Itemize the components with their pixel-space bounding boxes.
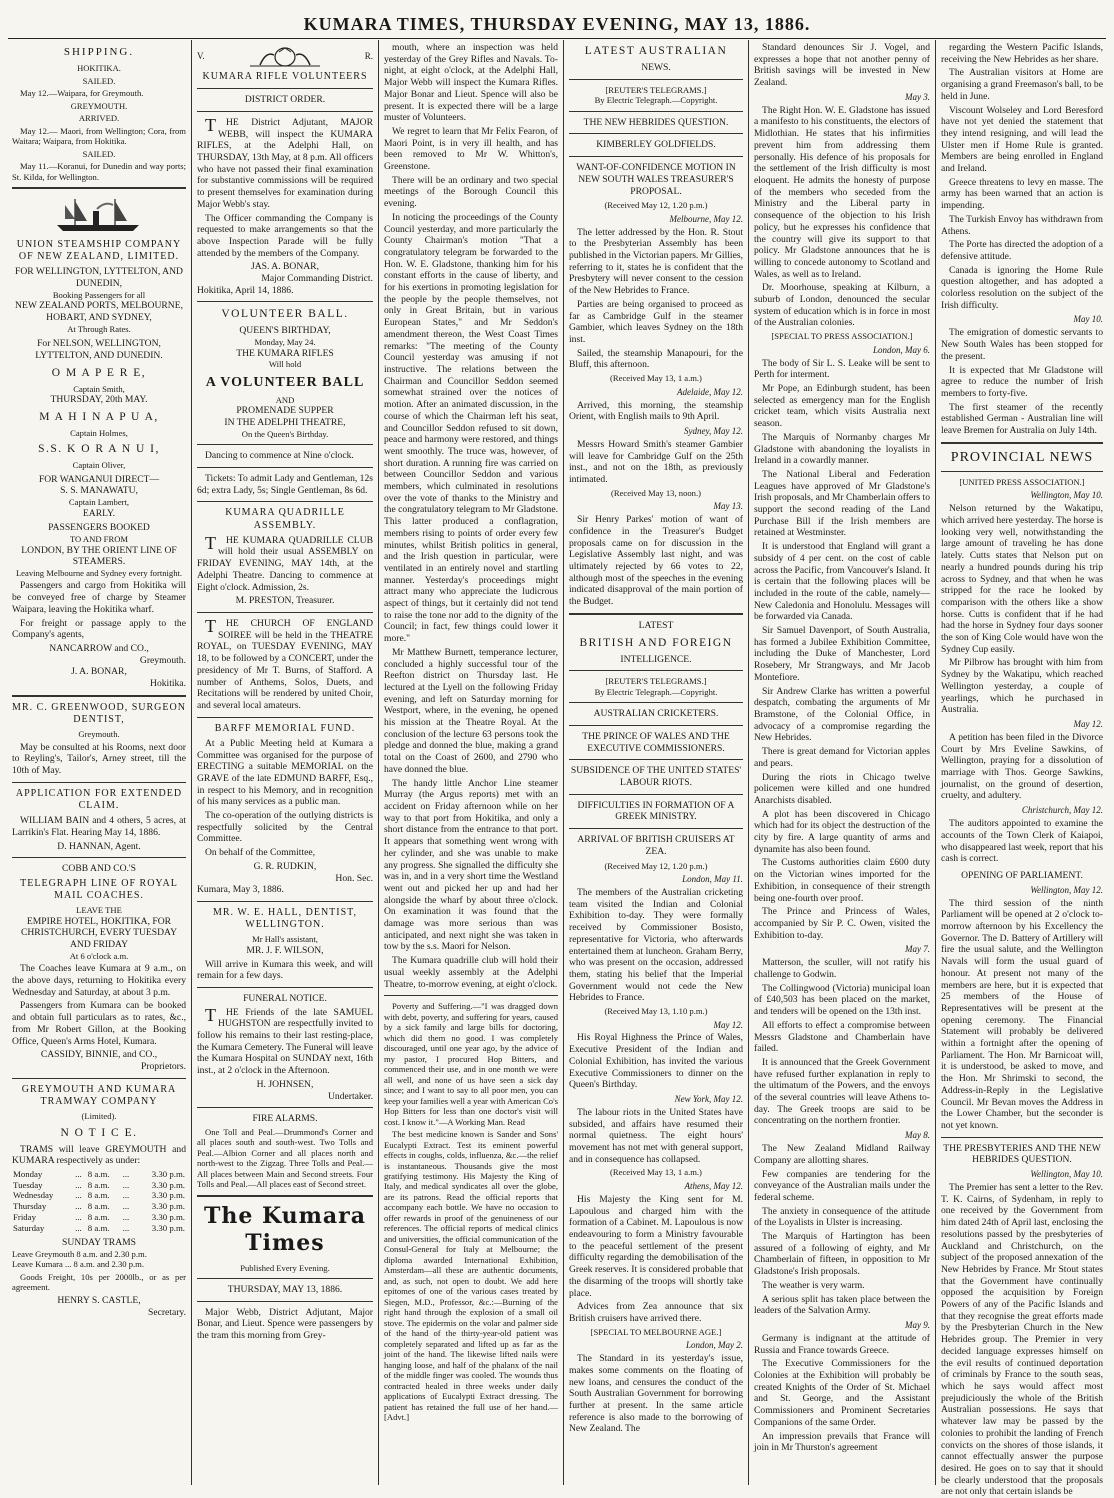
news-paragraph: The weather is very warm. [762,1279,865,1291]
dateline: London, May 6. [873,344,930,355]
news-paragraph: The labour riots in the United States have subsided, and affairs have resumed their normal quietness. The eight hours' movement has not met with general support, and in consequence has collapsed. [569,1106,743,1165]
sunday-heading: SUNDAY TRAMS [61,1237,137,1249]
headline: THE PRESBYTERIES AND THE NEW HEBRIDES QUESTION. [943,1142,1101,1166]
received-line: (Received May 12, 1.20 p.m.) [604,860,708,871]
dentist-place: Greymouth. [78,729,120,740]
paper-title: The Kumara Times [203,1202,367,1256]
ball-supper: PROMENADE SUPPER [236,405,334,417]
ball-and: AND [275,394,295,405]
received-line: (Received May 13, 1 a.m.) [610,1167,702,1178]
ship-name: S. S. MANAWATU, [60,485,138,497]
news-paragraph: The Collingwood (Victoria) municipal loan of £40,503 has been placed on the market, and tenders will be opened on the 13th inst. [754,982,930,1018]
column-rule [191,40,192,1485]
cobb-title: COBB AND CO.'S [62,863,136,875]
column-rule [748,40,749,1485]
dateline: Wellington, May 10. [1030,490,1103,501]
dateline: May 12. [713,1019,743,1030]
headline: KIMBERLEY GOLDFIELDS. [596,139,716,151]
table-row: Monday ... 8 a.m. ... 3.30 p.m. [13,1168,185,1179]
column-rule [563,40,564,1485]
advert-paragraph: Poverty and Suffering.—"I was dragged down with debt, poverty, and suffering for years, caused by a sick family and large bills for doctoring, which did them no good. I was completely discouraged, until one year ago, by the advice of my pastor, I procured Hop Bitters, and commenced their use, and in one month we were all well, and none of us have seen a sick day since; and I want to say to all poor men, you can keep your families well a year with American Co's Hop Bitters for less than one doctor's visit will cost. I know it."—A Working Man. Read [384,1001,558,1127]
cargo-text: Passengers and cargo from Hokitika will be conveyed free of charge by Steamer Waipara, leaving the Hokitika wharf. [12,580,186,615]
column-rule [935,40,936,1485]
article-paragraph: The Kumara quadrille club will hold their usual weekly assembly at the Adelphi Theatre, to-morrow evening, at eight o'clock. [384,955,558,990]
news-paragraph: The National Liberal and Federation Leagues have approved of Mr Gladstone's Irish proposals, and Mr Chamberlain offers to support the second reading of the Land Purchase Bill if the Irish members are retained at Westminster. [754,468,930,539]
news-paragraph: The third session of the ninth Parliament will be opened at 2 o'clock to-morrow afternoon by his Excellency the Governor. The D. Battery of Artillery will fire the usual salute, and the Wellington Navals will form the usual guard of honour. At present not many of the members are here, but it is expected that 25 members of the House of Representatives will be present at the opening ceremony. The Financial Statement will probably be delivered within a fortnight after the opening of Parliament. The Hon. Mr Barnicoat will, it is understood, be asked to move, and the Hon. Mr Shrimski to second, the Address-in-Reply in the Legislative Council. Mr Bevan moves the Address in the Lower Chamber, but the seconder is not yet known. [941,897,1103,1131]
table-row: Wednesday ... 8 a.m. ... 3.30 p.m. [13,1190,185,1201]
order-text: THE District Adjutant, MAJOR WEBB, will inspect the KUMARA RIFLES, at the Adelphi Hall, on THURSDAY, 13th May, at 8 p.m. All officers who have not passed their final examination for substantive commissions will be required to present themselves for examination during Major Webb's stay. [197,114,373,210]
masthead: KUMARA TIMES, THURSDAY EVENING, MAY 13, 1886. [303,14,811,34]
ship-captain: Captain Holmes, [70,427,128,438]
news-paragraph: The Executive Commissioners for the Colonies at the Exhibition will probably be created Knights of the Order of St. Michael and St. George, and the Assistant Commissioners and Prominent Secretaries Companions of the same Order. [754,1358,930,1428]
wire-credit: [SPECIAL TO MELBOURNE AGE.] [590,1326,722,1337]
article-paragraph: The handy little Anchor Line steamer Murray (the Argus reports) met with an accident on Friday afternoon while on her way to that port from Hokitika, and only a short distance from the entrance to that port. It appears that something went wrong with her cylinder, and she was unable to make any progress. She signalled the difficulty she was in, and in a very short time the Westland went out and picked her up and had her alongside the wharf by about three o'clock. On examination it was found that the damage was more serious than was anticipated, and next night she was taken in tow by the s.s. Maori for Nelson. [384,777,558,953]
section-title: LATEST AUSTRALIAN [584,45,728,57]
news-paragraph: It is expected that Mr Gladstone will agree to reduce the number of Irish members to forty-five. [941,364,1103,399]
union-route: FOR WELLINGTON, LYTTELTON, AND DUNEDIN, [15,266,183,290]
tram-limited: (Limited). [81,1111,117,1122]
headline: THE PRINCE OF WALES AND THE EXECUTIVE COMMISSIONERS. [582,730,730,754]
news-paragraph: A plot has been discovered in Chicago which had for its object the destruction of the city by fire. A large quantity of arms and dynamite has also been found. [754,808,930,855]
news-paragraph: All efforts to effect a compromise between Messrs Gladstone and Chamberlain have failed. [754,1019,930,1055]
agent-name: J. A. BONAR, [71,666,127,678]
news-paragraph: During the riots in Chicago twelve policemen were killed and one hundred Anarchists disabled. [754,771,930,806]
ball-date: Monday, May 24. [254,337,316,348]
notice-heading: N O T I C E. [60,1126,138,1139]
leaving: Leaving Melbourne and Sydney every fortnight. [15,567,183,578]
cobb-line: TELEGRAPH LINE OF ROYAL MAIL COACHES. [20,877,178,902]
rifle-title: KUMARA RIFLE VOLUNTEERS [202,71,368,82]
section-title: NEWS. [641,62,671,74]
passengers-booked: PASSENGERS BOOKED [48,522,150,534]
port-heading: HOKITIKA. [77,63,121,74]
published-line: Published Every Evening. [240,1262,330,1273]
news-paragraph: A serious split has taken place between the leaders of the Salvation Army. [754,1293,930,1317]
article-paragraph: In noticing the proceedings of the County Council yesterday, and more particularly the County Chairman's motion "That a congratulatory telegram be forwarded to the Hon. W. E. Gladstone, thanking him for his constant efforts in the cause of liberty, and for his exertions in promoting legislation for the people by the people themselves, not only in Great Britain, but in various European States," and Mr Seddon's amendment thereon, the West Coast Times remarks: "The meeting of the County Council yesterday was amusing if not instructive. The relations between the Chairman and Councillor Seddon seemed somewhat strained over the notices of motion. After an animated discussion, in the course of which the Chairman left his seat, and Councillor Seddon refused to sit down, peace and harmony were restored, and things went smoothly. The truce was, however, of short duration. A running fire was carried on between Councillor Seddon and various members, which culminated in resolutions over the vote of thanks to the Ministry and the congratulatory telegram to Mr Gladstone. This latter produced a conflagration, members rising to points of order every few minutes, whilst British politics in general, and the Irish question in particular, were ventilated in an entirely novel and startling manner. Yesterday's proceedings might attract many who appreciate the ludicrous aspect of things, but it certainly did not tend to raise the tone nor add to the dignity of the Council; in fact, few things could lower it more." [384,211,558,645]
dateline: May 7. [905,944,930,955]
news-paragraph: Nelson returned by the Wakatipu, which arrived here yesterday. The horse is looking very well, notwithstanding the large amount of traveling he has done lately. Cutts states that Nelson put on nearly a hundred pounds during his trip across to Sydney, and that when he was stripped for the race he looked by comparison with the others like a show horse. Cutts is confident that if he had had the horse in Sydney four days sooner the son of King Cole would have won the Sydney Cup easily. [941,503,1103,655]
news-paragraph: The Right Hon. W. E. Gladstone has issued a manifesto to his constituents, the electors of Midlothian. He states that his infirmities prevent him from addressing them personally. His defence of his proposals for the settlement of the Irish difficulty is most eloquent. He admits the honesty of purpose of the members who seceded from the Ministry and the Liberal party in consequence of the objection to his Irish policy, but he expresses his confidence that the country will give its support to that policy. Mr Gladstone announces that he is willing to concede autonomy to Scotland and Wales, as well as to Ireland. [754,104,930,280]
headline: WANT-OF-CONFIDENCE MOTION IN NEW SOUTH WALES TREASURER'S PROPOSAL. [576,162,736,197]
barff-signature-title: Hon. Sec. [335,872,373,884]
ball-birthday: QUEEN'S BIRTHDAY, [239,325,331,337]
dentist-title: MR. C. GREENWOOD, SURGEON DENTIST, [12,701,186,725]
shipping-entry: May 12.— Maori, from Wellington; Cora, from Waitara; Waipara, from Hokitika. [12,125,186,147]
column-4 [565,40,747,1485]
news-paragraph: Parties are being organised to proceed as far as Cambridge Gulf in the steamer Gambier, which leaves Sydney on the 18th inst. [569,298,743,345]
claim-agent: D. HANNAN, Agent. [57,840,141,852]
column-5 [750,40,934,1485]
news-paragraph: The emigration of domestic servants to New South Wales has been stopped for the present. [941,327,1103,362]
tram-title: GREYMOUTH AND KUMARA TRAMWAY COMPANY [21,1083,177,1107]
shipping-heading: SHIPPING. [63,46,135,58]
news-paragraph: Matterson, the sculler, will not ratify his challenge to Godwin. [754,957,930,981]
wire-credit: [SPECIAL TO PRESS ASSOCIATION.] [771,331,913,342]
to-and-from: TO AND FROM [69,534,129,545]
dateline: May 9. [905,1319,930,1330]
sunday-line: Leave Greymouth 8 a.m. and 2.30 p.m. [12,1249,147,1259]
union-rates: At Through Rates. [67,323,131,334]
wire-credit: By Electric Telegraph.—Copyright. [594,686,718,697]
claim-title: APPLICATION FOR EXTENDED CLAIM. [15,787,183,811]
headline: DIFFICULTIES IN FORMATION OF A GREEK MINISTRY. [577,799,735,823]
news-paragraph: It is announced that the Greek Government have refused further explanation in reply to the ultimatum of the Powers, and the envoys of the several countries will leave Athens to-day. The Greek troops are said to be concentrating on the northern frontier. [754,1056,930,1127]
dateline: May 13. [713,501,743,512]
order-text: The Officer commanding the Company is requested to make arrangements so that the above Inspection Parade will be fully attended by the members of the Company. [197,212,373,259]
hall-wilson: MR. J. F. WILSON, [246,944,324,956]
dateline: London, May 11. [682,874,743,885]
news-paragraph: The members of the Australian cricketing team visited the Indian and Colonial Exhibition to-day. They were formally received by Commissioner Bosisto, representative for Victoria, who afterwards entertained them at luncheon. Graham Berry, who was present on the occasion, addressed them, stating his belief that the Imperial Government would not cede the New Hebrides to France. [569,886,743,1004]
received-line: (Received May 13, noon.) [611,487,701,498]
goods-freight: Goods Freight, 10s per 2000lb., or as per agreement. [12,1271,186,1293]
dateline: May 3. [905,91,930,102]
news-paragraph: Sir Henry Parkes' motion of want of confidence in the Treasurer's Budget proposals came on for discussion in the Legislative Assembly last night, and was ultimately rejected by 66 votes to 22, although most of the speeches in the evening indicated disapproval of the main portion of the Budget. [569,514,743,608]
news-paragraph: The Marquis of Normanby charges Mr Gladstone with abandoning the loyalists in Ireland in a cowardly manner. [754,431,930,467]
secretary-name: HENRY S. CASTLE, [57,1294,141,1306]
dateline: Christchurch, May 12. [1021,805,1103,816]
dateline: London, May 2. [686,1340,743,1351]
district-order: DISTRICT ORDER. [244,94,326,106]
cobb-props: CASSIDY, BINNIE, and CO., [40,1049,158,1061]
quadrille-title: KUMARA QUADRILLE ASSEMBLY. [225,507,345,531]
dateline: May 8. [905,1130,930,1141]
column-1 [8,40,190,1485]
article-paragraph: We regret to learn that Mr Felix Fearon, of Maori Point, is in very ill health, and has been removed to Mr W. Whitton's, Greenstone. [384,125,558,173]
news-paragraph: The Prince and Princess of Wales, accompanied by Sir P. C. Owen, visited the Exhibition to-day. [754,906,930,941]
church-text: THE CHURCH OF ENGLAND SOIREE will be held in the THEATRE ROYAL, on TUESDAY EVENING, MAY 18, to be followed by a CONCERT, under the presidency of Mr T. Burns, of Stafford. A number of Anthems, Solos, Duets, and Recitations will be rendered by united Choir, and several local amateurs. [197,615,373,711]
wire-credit: [UNITED PRESS ASSOCIATION.] [959,476,1085,487]
news-paragraph: A petition has been filed in the Divorce Court by Mrs Eveline Sawkins, of Wellington, praying for a dissolution of marriage with Thos. George Sawkins, journalist, on the ground of desertion, cruelty, and adultery. [941,731,1103,802]
subheading: SAILED. [82,75,116,86]
barff-text: The co-operation of the outlying districts is respectfully solicited by the Central Committee. [197,810,373,845]
headline: THE NEW HEBRIDES QUESTION. [583,116,729,128]
order-signature-title: Major Commanding District. [261,273,373,285]
news-paragraph: The New Zealand Midland Railway Company are allotting shares. [754,1143,930,1166]
headline: AUSTRALIAN CRICKETERS. [593,708,719,720]
paper-date: THURSDAY, MAY 13, 1886. [227,1283,343,1295]
news-paragraph: Arrived, this morning, the steamship Orient, with English mails to 9th April. [569,399,743,423]
table-row: Tuesday ... 8 a.m. ... 3.30 p.m. [13,1179,185,1190]
funeral-text: THE Friends of the late SAMUEL HUGHSTON are respectfully invited to follow his remains to their last resting-place, the Kumara Cemetery. The Funeral will leave the Kumara Hospital on SUNDAY next, 16th inst., at 2 o'clock in the Afternoon. [197,1004,373,1077]
news-paragraph: His Majesty the King sent for M. Lapoulous and charged him with the formation of a Cabinet. M. Lapoulous is now endeavouring to form a Ministry favourable to the peaceful settlement of the present difficulty regarding the demobilisation of the Greek reserves. It is considered probable that the disarming of the troops will shortly take place. [569,1193,743,1299]
news-paragraph: The Standard in its yesterday's issue, makes some comments on the floating of new loans, and censures the conduct of the South Australian Government for borrowing further at present. In the same article reference is also made to the borrowing of New Zealand. The [569,1353,743,1435]
table-row: Saturday ... 8 a.m. ... 3.30 p.m. [13,1222,185,1233]
dateline: May 12. [1073,718,1103,729]
news-paragraph: The Australian visitors at Home are organising a grand Freemason's ball, to be held in June. [941,67,1103,102]
cobb-hotel: EMPIRE HOTEL, HOKITIKA, FOR CHRISTCHURCH, EVERY TUESDAY AND FRIDAY [20,915,178,951]
royal-arms-icon [240,45,330,67]
port-heading: GREYMOUTH. [70,100,128,111]
tram-timetable [12,1169,186,1233]
news-paragraph: Few companies are tendering for the conveyance of the Australian mails under the federal scheme. [754,1168,930,1203]
ship-name: S.S. K O R A N U I, [38,443,160,456]
barff-behalf: On behalf of the Committee, [205,847,316,859]
claim-text: WILLIAM BAIN and 4 others, 5 acres, at Larrikin's Flat. Hearing May 14, 1886. [12,815,186,838]
agent-name: NANCARROW and CO., [49,642,149,654]
quadrille-signature: M. PRESTON, Treasurer. [235,595,335,607]
quadrille-text: THE KUMARA QUADRILLE CLUB will hold their usual ASSEMBLY on FRIDAY EVENING, MAY 14th, at the Adelphi Theatre. Dancing to commence at Eight o'clock. Admission, 2s. [197,532,373,593]
steamship-illustration-icon [53,195,145,233]
dateline: Athens, May 12. [684,1180,743,1191]
ship-name: O M A P E R E, [51,366,147,379]
shipping-entry: May 11.—Koranui, for Dunedin and way ports; St. Kilda, for Wellington. [12,161,186,182]
news-paragraph: Dr. Moorhouse, speaking at Kilburn, a suburb of London, denounced the secular system of education which is in force in most of the Australian colonies. [754,282,930,329]
news-paragraph: Advices from Zea announce that six British cruisers have arrived there. [569,1301,743,1324]
dateline: New York, May 12. [674,1093,743,1104]
ship-captain: Captain Smith, [73,383,125,394]
freight-text: For freight or passage apply to the Company's agents, [12,617,186,641]
cobb-time: At 6 o'clock a.m. [69,950,129,961]
received-line: (Received May 13, 1.10 p.m.) [604,1006,708,1017]
article-paragraph: There will be an ordinary and two special meetings of the Borough Council this evening. [384,174,558,210]
wanganui: FOR WANGANUI DIRECT— [38,473,160,485]
barff-date: Kumara, May 3, 1886. [197,884,284,896]
order-signature: JAS. A. BONAR, [251,261,319,273]
section-title: LATEST [638,619,674,631]
royal-crest [197,44,373,68]
news-paragraph: The Turkish Envoy has withdrawn from Athens. [941,213,1103,237]
ship-name: M A H I N A P U A, [39,410,159,423]
hall-assistant: Mr Hall's assistant, [252,934,318,945]
union-title: UNION STEAMSHIP COMPANY OF NEW ZEALAND, LIMITED. [16,239,182,263]
news-paragraph: Germany is indignant at the attitude of Russia and France towards Greece. [754,1332,930,1356]
advert-paragraph: The best medicine known is Sander and Sons' Eucalypti Extract. Test its eminent powerful effects in coughs, colds, influenza, &c.—the relief is instantaneous. Thousands give the most gratifying testimony. His Majesty the King of Italy, and medical syndicates all over the globe, are its patrons. Read the official reports that accompany each bottle. We have no occasion to offer rewards in proof of the genuineness of our references. The official reports of medical clinics and universities, the official communication of the Consul-General for Italy at Melbourne; the diploma awarded International Exhibition, Amsterdam—all these are authentic documents, and, as such, not open to doubt. We add here epitomes of one of the various cases treated by Siegen, M.D., Professor, &c.:—Burning of the right hand through the explosion of a small oil stove. The epidermis on the volar and palmer side of the hand of the thirty-year-old patient was completely separated and lifted up as far as the joint of the hand. The likewise lifted nails were hanging loose, and half of the phalanx of the nail of the middle finger was cooled. The wounds thus contracted healed in three weeks under daily applications of Eucalypti Extract dressing. The patient has retained the full use of her hand.—[Advt.] [384,1129,558,1423]
article-paragraph: mouth, where an inspection was held yesterday of the Grey Rifles and Navals. To-night, at eight o'clock, at the Adelphi Hall, Major Webb will inspect the Kumara Rifles. Major Bonar and Lieut. Spence will also be present. It is expected there will be a large muster of Volunteers. [384,42,558,124]
order-date: Hokitika, April 14, 1886. [197,284,294,296]
cobb-text: The Coaches leave Kumara at 9 a.m., on the above days, returning to Hokitika every Wednesday and Saturday, at about 3 p.m. [12,963,186,998]
barff-title: BARFF MEMORIAL FUND. [214,722,356,734]
received-line: (Received May 12, 1.20 p.m.) [604,200,708,211]
fire-text: One Toll and Peal.—Drummond's Corner and all places south and south-west. Two Tolls and Peal.—Albion Corner and all places north and north-west to the Zigzag. Three Tolls and Peal.—All places between Main and Second streets. Four Tolls and Peal.—All places east of Second street. [197,1126,373,1190]
fire-title: FIRE ALARMS. [252,1113,318,1125]
dateline: Sydney, May 12. [684,425,743,436]
news-paragraph: The anxiety in consequence of the attitude of the Loyalists in Ulster is increasing. [754,1205,930,1229]
dateline: Melbourne, May 12. [669,213,743,224]
dateline: Wellington, May 12. [1030,884,1103,895]
column-6 [937,40,1107,1498]
barff-signature: G. R. RUDKIN, [253,860,317,872]
ball-will: Will hold [268,359,302,370]
crest-v: V. [197,50,205,61]
news-paragraph: The auditors appointed to examine the accounts of the Town Clerk of Kaiapoi, who disappeared last week, report that his cash is correct. [941,818,1103,865]
news-paragraph: An impression prevails that France will join in Mr Thurston's agreement [754,1430,930,1454]
wire-credit: [REUTER'S TELEGRAMS.] [605,676,707,687]
section-title: INTELLIGENCE. [620,653,692,665]
wire-credit: By Electric Telegraph.—Copyright. [594,95,718,106]
news-paragraph: The Premier has sent a letter to the Rev. T. K. Cairns, of Sydenham, in reply to one received by the Government from him dated 24th of April last, enclosing the resolutions passed by the presbyteries of Auckland and Christchurch, on the subject of the proposed annexation of the New Hebrides by France. Mr Stout states that the Government have continually opposed the acquisition by Foreign Powers of any of the Pacific Islands and that they recognise the great efforts made by the Presbyterian Church in the New Hebrides group. The Premier in very decided language expresses himself on the evil results of continued deportation of criminals by France to the south seas, which he says would affect most prejudiciously the whole of the British Australian possessions. He says that whatever law may be passed by the colonies to prohibit the landing of French convicts on the shores of those islands, it cannot effectually answer the purpose desired. He goes on to say that it should be clearly understood that the proposals are not only that certain islands be [941,1182,1103,1498]
dateline: Wellington, May 10. [1030,1169,1103,1180]
ball-on: On the Queen's Birthday. [241,428,329,439]
wire-credit: [REUTER'S TELEGRAMS.] [605,84,707,95]
news-paragraph: It is understood that England will grant a subsidy of 4 per cent. on the cost of cable across the Pacific, from Vancouver's Island. It is certain that the following places will be included in the route of the cable, namely—New Caledonia and Honolulu. Messages will be forwarded via Canada. [754,541,930,623]
dentist-text: May be consulted at his Rooms, next door to Reyling's, Tailor's, Arney street, till the 10th of May. [12,741,186,777]
subheading: SAILED. [82,148,116,159]
ball-dancing: Dancing to commence at Nine o'clock. [205,450,354,462]
ball-rifles: THE KUMARA RIFLES [236,347,334,359]
cobb-props-title: Proprietors. [140,1061,186,1072]
news-paragraph: Viscount Wolseley and Lord Beresford have not yet denied the statement that they intend resigning, and will lead the Ulster men if Home Rule is granted. Members are being enrolled in England and Ireland. [941,104,1103,175]
ball-tickets: Tickets: To admit Lady and Gentleman, 12s 6d; extra Lady, 5s; Single Gentleman, 8s 6d. [197,472,373,496]
hall-text: Will arrive in Kumara this week, and will remain for a few days. [197,958,373,982]
news-paragraph: Mr Pope, an Edinburgh student, has been selected as emergency man for the English cricket team, which visits Australia next season. [754,383,930,430]
barff-text: At a Public Meeting held at Kumara a Committee was organised for the purpose of ERECTING a suitable MEMORIAL on the GRAVE of the late EDMUND BARFF, Esq., in respect to his Memory, and in recognition of his many services as a public man. [197,737,373,808]
news-paragraph: Canada is ignoring the Home Rule question altogether, and has adopted a colorless resolution on the subject of the Irish difficulty. [941,264,1103,311]
crest-r: R. [364,50,373,61]
masthead-rule [8,38,1106,39]
shipping-entry: May 12.—Waipara, for Greymouth. [20,88,144,99]
funeral-signature-title: Undertaker. [327,1090,373,1102]
ship-captain: Captain Lambert, [68,497,130,508]
headline: ARRIVAL OF BRITISH CRUISERS AT ZEA. [577,834,735,857]
section-title: PROVINCIAL NEWS [950,449,1094,465]
table-row: Thursday ... 8 a.m. ... 3.30 p.m. [13,1201,185,1212]
news-paragraph: Messrs Howard Smith's steamer Gambier will leave for Cambridge Gulf on the 25th inst., and not on the 18th, as previously intimated. [569,438,743,486]
tram-intro: TRAMS will leave GREYMOUTH and KUMARA respectively as under: [12,1143,186,1167]
news-paragraph: There is great demand for Victorian apples and pears. [754,746,930,769]
union-ports: NEW ZEALAND PORTS, MELBOURNE, HOBART, AND SYDNEY, [15,300,183,323]
ship-captain: Captain Oliver, [72,460,126,471]
paper-text: Major Webb, District Adjutant, Major Bonar, and Lieut. Spence were passengers by the tram this morning from Grey- [197,1306,373,1342]
cobb-text: Passengers from Kumara can be booked and obtain full particulars as to rates, &c., from Mr Robert Gillon, at the Booking Office, Queen's Arms Hotel, Kumara. [12,1000,186,1047]
hall-title: MR. W. E. HALL, DENTIST, WELLINGTON. [212,906,358,931]
received-line: (Received May 13, 1 a.m.) [610,373,702,384]
news-paragraph: Sailed, the steamship Manapouri, for the Bluff, this afternoon. [569,347,743,371]
dateline: Adelaide, May 12. [677,386,743,397]
news-paragraph: The Customs authorities claim £600 duty on the Victorian wines imported for the Exhibition, in consequence of their strength being one-fourth over proof. [754,857,930,904]
column-rule [378,40,379,1485]
ship-date: EARLY. [82,507,116,519]
union-booking: Booking Passengers for all [52,289,146,300]
column-2 [193,40,377,1485]
ball-theatre: IN THE ADELPHI THEATRE, [224,417,346,429]
news-paragraph: Sir Andrew Clarke has written a powerful despatch, combating the arguments of Mr Bramstone, of the Colonial Office, in advocacy of a compromise regarding the New Hebrides. [754,685,930,744]
news-paragraph: The body of Sir L. S. Leake will be sent to Perth for interment. [754,357,930,381]
news-paragraph: Sir Samuel Davenport, of South Australia, has formed a Jubilee Exhibition Committee, including the Duke of Manchester, Lord Rosebery, Mr Strangways, and Mr Jacob Montefiore. [754,625,930,683]
dateline: May 10. [1073,314,1103,325]
agent-place: Greymouth. [139,654,186,666]
news-paragraph: The first steamer of the recently established German - Australian line will leave Bremen for Australia on July 14th. [941,401,1103,437]
cobb-leave: LEAVE THE [76,905,122,916]
agent-place: Hokitika. [150,678,186,690]
headline: OPENING OF PARLIAMENT. [961,869,1083,881]
news-paragraph: The Porte has directed the adoption of a defensive attitude. [941,239,1103,262]
london-orient: LONDON, BY THE ORIENT LINE OF STEAMERS. [21,544,177,568]
news-paragraph: Greece threatens to levy en masse. The army has been warned that an action is impending. [941,176,1103,212]
table-row: Friday ... 8 a.m. ... 3.30 p.m. [13,1211,185,1222]
news-paragraph: The letter addressed by the Hon. R. Stout to the Presbyterian Assembly has been published in the Victorian papers. Mr Gillies, referring to it, states he is confident that the Presbytery will never consent to the cession of the New Hebrides to France. [569,226,743,297]
sunday-line: Leave Kumara ... 8 a.m. and 2.30 p.m. [12,1259,144,1270]
section-title: BRITISH AND FOREIGN [579,636,733,649]
subheading: ARRIVED. [78,113,120,124]
news-paragraph: Standard denounces Sir J. Vogel, and expresses a hope that not another penny of British savings will be invested in New Zealand. [754,42,930,89]
headline: SUBSIDENCE OF THE UNITED STATES' LABOUR RIOTS. [570,765,742,789]
news-paragraph: Mr Pilbrow has brought with him from Sydney by the Wakatipu, which reached Wellington yesterday, a couple of yearlings, which he purchased in Australia. [941,657,1103,716]
article-paragraph: Mr Matthew Burnett, temperance lecturer, concluded a highly successful tour of the Reefton district on Thursday last. He lectured at the Lyell on the following Friday evening, and left on Saturday morning for Westport, where, in the evening, he opened his mission at the Theatre Royal. At the conclusion of the lecture 63 persons took the pledge and donned the blue, making a grand total on the Coast of 2600, and 2790 who have donned the blue. [384,646,558,775]
ball-title: VOLUNTEER BALL. [221,308,349,321]
ball-big-heading: A VOLUNTEER BALL [205,374,365,390]
funeral-signature: H. JOHNSEN, [256,1078,314,1090]
column-3 [380,40,562,1485]
secretary-title: Secretary. [148,1306,186,1318]
ship-date: THURSDAY, 20th MAY. [50,394,148,406]
news-paragraph: The Marquis of Hartington has been assured of a following of eighty, and Mr Chamberlain of fifteen, in opposition to Mr Gladstone's Irish proposals. [754,1231,930,1278]
union-nelson: For NELSON, WELLINGTON, LYTTELTON, AND DUNEDIN. [35,338,163,361]
news-paragraph: His Royal Highness the Prince of Wales, Executive President of the Indian and Colonial Exhibition, has invited the various Executive Commissioners to dinner on the Queen's Birthday. [569,1032,743,1091]
funeral-title: FUNERAL NOTICE. [243,992,327,1004]
news-paragraph: regarding the Western Pacific Islands, receiving the New Hebrides as her share. [941,42,1103,65]
